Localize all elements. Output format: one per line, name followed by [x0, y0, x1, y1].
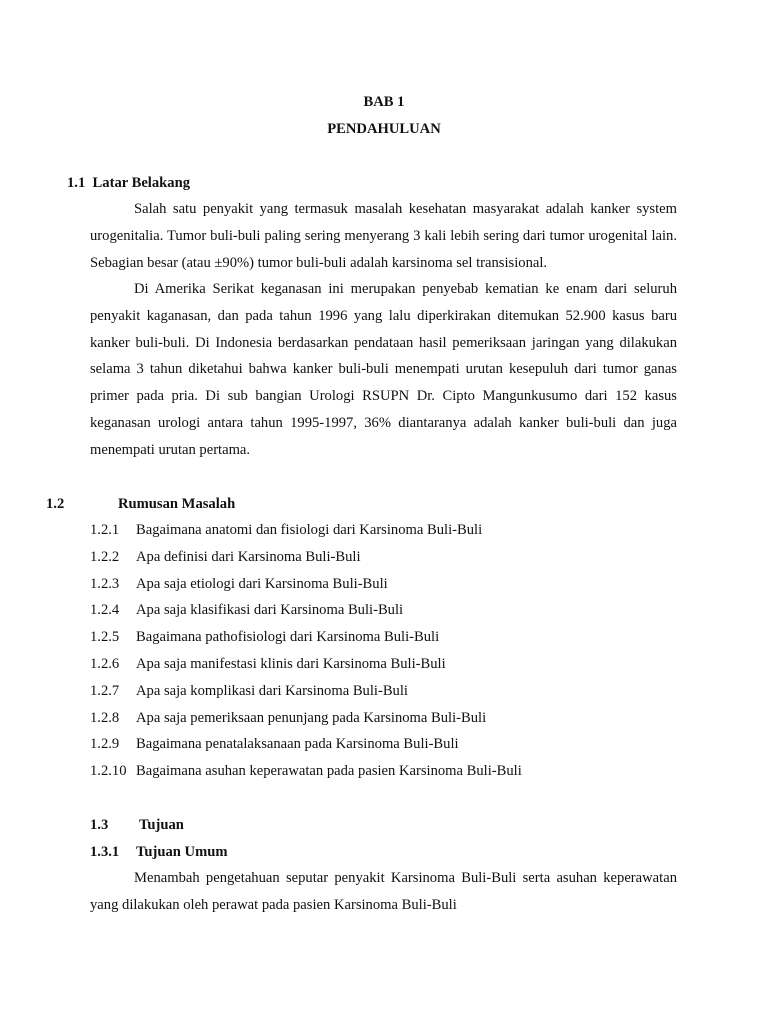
list-item-number: 1.2.6 [90, 655, 120, 672]
list-item [90, 544, 522, 571]
list-item-number: 1.2.8 [90, 709, 120, 726]
background-paragraph-2: Di Amerika Serikat keganasan ini merupakan penyebab kematian ke enam dari seluruh penyakit kaganasan, dan pada tahun 1996 yang lalu diperkirakan ditemukan 52.900 kasus baru kanker buli-buli. Di Indonesia berdasarkan pendataan hasil pemeriksaan jaringan yang dilakukan selama 3 tahun diketahui bahwa kanker buli-buli menempati urutan kesepuluh dari tumor ganas primer pada pria. Di sub bangian Urologi RSUPN Dr. Cipto Mangunkusumo dari 152 kasus keganasan urologi antara tahun 1995-1997, 36% diantaranya adalah kanker buli-buli dan juga menempati urutan pertama. [90, 281, 677, 458]
list-item [90, 571, 522, 598]
list-item-number: 1.2.1 [90, 522, 120, 538]
general-objective-paragraph: Menambah pengetahuan seputar penyakit Karsinoma Buli-Buli serta asuhan keperawatan yang dilakukan oleh perawat pada pasien Karsinoma Buli-Buli [90, 870, 677, 913]
list-item [90, 651, 522, 678]
list-item-text: Bagaimana anatomi dan fisiologi dari Karsinoma Buli-Buli [136, 522, 483, 538]
list-item [90, 731, 522, 758]
problem-list [90, 517, 522, 785]
list-item [90, 597, 522, 624]
list-item-text: Bagaimana penatalaksanaan pada Karsinoma Buli-Buli [136, 736, 459, 753]
list-item-number: 1.2.3 [90, 575, 120, 592]
list-item-text: Apa saja klasifikasi dari Karsinoma Buli-Buli [136, 602, 404, 619]
section-1-1-number: 1.1 [67, 175, 86, 191]
section-1-1-heading [67, 175, 190, 192]
list-item-number: 1.2.5 [90, 629, 120, 646]
list-item-number: 1.2.10 [90, 763, 127, 780]
list-item [90, 624, 522, 651]
section-1-1-title: Latar Belakang [92, 175, 190, 191]
list-item [90, 758, 522, 785]
list-item-text: Bagaimana asuhan keperawatan pada pasien Karsinoma Buli-Buli [136, 763, 522, 780]
section-1-2-title: Rumusan Masalah [118, 496, 236, 512]
section-1-3-1-title: Tujuan Umum [136, 844, 228, 860]
chapter-title: PENDAHULUAN [327, 121, 441, 137]
list-item-text: Apa saja pemeriksaan penunjang pada Karsinoma Buli-Buli [136, 709, 487, 726]
list-item-text: Apa saja komplikasi dari Karsinoma Buli-Buli [136, 682, 408, 699]
list-item-number: 1.2.4 [90, 602, 120, 619]
list-item-text: Apa saja etiologi dari Karsinoma Buli-Buli [136, 575, 388, 592]
list-item [90, 705, 522, 732]
list-item-text: Apa saja manifestasi klinis dari Karsinoma Buli-Buli [136, 655, 446, 672]
list-item [90, 517, 522, 544]
section-1-3-title: Tujuan [139, 817, 184, 833]
section-1-3-number: 1.3 [90, 817, 109, 833]
list-item [90, 678, 522, 705]
section-1-3-1-number: 1.3.1 [90, 844, 120, 860]
list-item-number: 1.2.2 [90, 548, 120, 565]
list-item-text: Apa definisi dari Karsinoma Buli-Buli [136, 548, 361, 565]
list-item-number: 1.2.9 [90, 736, 120, 753]
section-1-2-number: 1.2 [46, 496, 65, 512]
list-item-number: 1.2.7 [90, 682, 120, 699]
list-item-text: Bagaimana pathofisiologi dari Karsinoma Buli-Buli [136, 629, 440, 646]
chapter-label: BAB 1 [363, 94, 405, 110]
background-paragraph-1: Salah satu penyakit yang termasuk masalah kesehatan masyarakat adalah kanker system urogenitalia. Tumor buli-buli paling sering menyerang 3 kali lebih sering dari tumor urogenital lain. Sebagian besar (atau ±90%) tumor buli-buli adalah karsinoma sel transisional. [90, 201, 677, 271]
